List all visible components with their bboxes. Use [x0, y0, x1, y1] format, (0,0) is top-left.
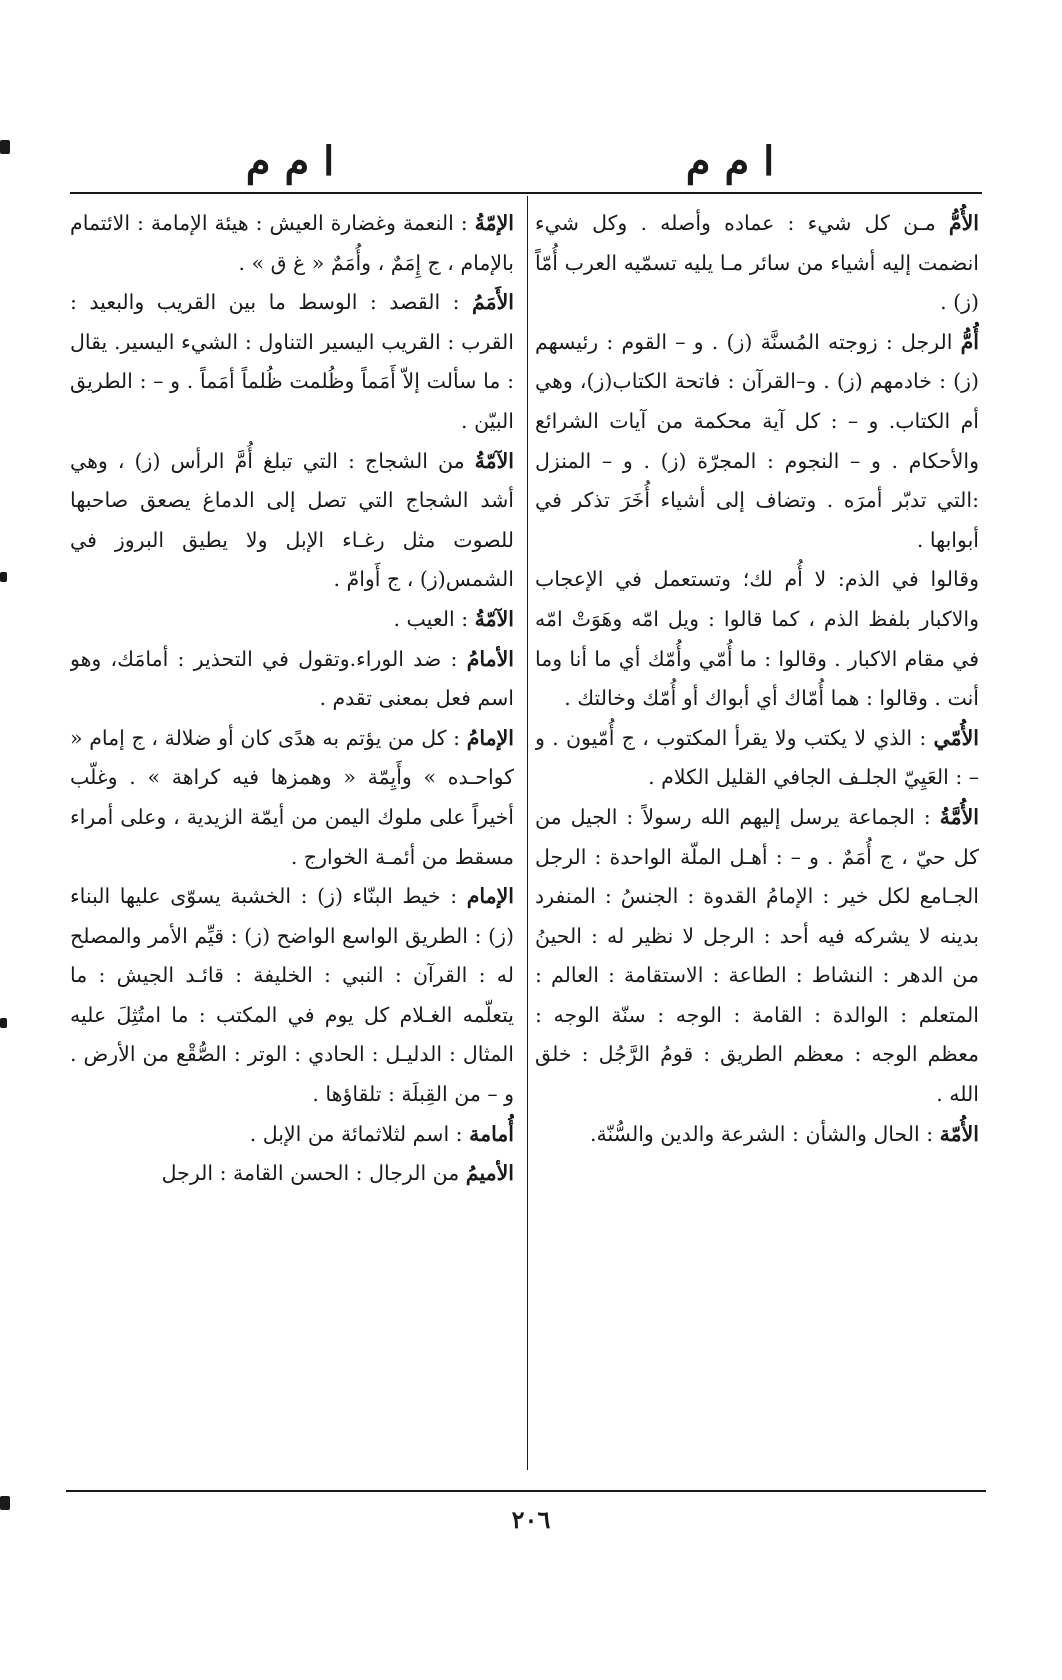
headword: الأَمَمُ	[471, 290, 514, 315]
dictionary-entry	[70, 1115, 514, 1155]
dictionary-entry	[70, 600, 514, 640]
definition: : العيب .	[393, 606, 475, 631]
dictionary-entry	[535, 204, 979, 323]
headword: الآمّةُ	[474, 448, 514, 473]
dictionary-entry	[535, 798, 979, 1115]
definition: : خيط البنّاء (ز) : الخشبة يسوّى عليها البناء (ز) : الطريق الواسع الواضح (ز) : قيِّم الأمر والمصلح له : القرآن : النبي : الخليفة : قائـد الجيش : ما يتعلّمه الغـلام كل يوم في المكتب : ما امتُثِلَ عليه المثال : الدليـل : الحادي : الوتر : الصُّقْع من الأرض . و – من القِبلَة : تلقاؤها .	[70, 884, 514, 1107]
dictionary-entry	[535, 719, 979, 798]
dictionary-entry	[535, 323, 979, 561]
dictionary-entry	[70, 283, 514, 441]
definition: : القصد : الوسط ما بين القريب والبعيد : القرب : القريب اليسير التناول : الشيء اليسير. يقال : ما سألت إلاّ أَمَماً وظُلمت ظُلماً أمَماً . و – : الطريق البيّن .	[70, 290, 514, 433]
scan-edge-mark	[0, 572, 7, 582]
dictionary-entry	[535, 560, 979, 718]
headword: الأميمُ	[465, 1161, 514, 1186]
definition: : الذي لا يكتب ولا يقرأ المكتوب ، ج أُمّيون . و – : العَيِيّ الجلـف الجافي القليل الكلام .	[535, 725, 979, 790]
dictionary-entry	[70, 204, 514, 283]
definition: : كل من يؤتم به هدًى كان أو ضلالة ، ج إمام « كواحـده » وأَيِمّة « وهمزها فيه كراهة » . وغلّب أخيراً على ملوك اليمن من أيمّة الزيدية ، وعلى أمراء مسقط من أئمـة الخوارج .	[70, 725, 514, 869]
definition: : الجماعة يرسل إليهم الله رسولاً : الجيل من كل حيّ ، ج أُمَمٌ . و – : أهـل الملّة الواحدة : الرجل الجـامع لكل خير : الإمامُ القدوة : الجنسُ : المنفرد بدينه لا يشركه فيه أحد : الرجل لا نظير له : الحينُ من الدهر : النشاط : الطاعة : الاستقامة : العالم : المتعلم : الوالدة : القامة : الوجه : سنّة الوجه : معظم الوجه : معظم الطريق : قومُ الرَّجُل : خلق الله .	[535, 804, 979, 1107]
headword: الإمامُ	[466, 725, 514, 750]
dictionary-entry	[535, 1115, 979, 1155]
header-rule	[70, 192, 982, 194]
footer-rule	[66, 1490, 986, 1492]
definition: : ضد الوراء.وتقول في التحذير : أمامَك، وهو اسم فعل بمعنى تقدم .	[70, 646, 514, 711]
headword: الأُمّي	[933, 725, 979, 750]
headword: الآمّةُ	[474, 606, 514, 631]
definition: من الشجاج : التي تبلغ أُمَّ الرأس (ز) ، وهي أشد الشجاج التي تصل إلى الدماغ يصعق صاحبها للصوت مثل رغـاء الإبل ولا يطيق البروز في الشمس(ز) ، ج أَوامّ .	[70, 448, 514, 592]
definition: الرجل : زوجته المُسنَّة (ز) . و – القوم : رئيسهم (ز) : خادمهم (ز) . و–القرآن : فاتحة الكتاب(ز)، وهي أم الكتاب. و – : كل آية محكمة من آيات الشرائع والأحكام . و – النجوم : المجرّة (ز) . و – المنزل :التي تدبّر أمرَه . وتضاف إلى أشياء أُخَرَ تذكر في أبوابها .	[535, 329, 979, 552]
dictionary-entry	[70, 442, 514, 600]
page-number: ٢٠٦	[511, 1505, 551, 1534]
right-column	[535, 204, 979, 1472]
headword: الأُمّة	[939, 1121, 979, 1146]
definition: : النعمة وغضارة العيش : هيئة الإمامة : الائتمام بالإمام ، ج إِمَمٌ ، وأُمَمٌ « غ ق » .	[70, 211, 514, 275]
headword: الأُمُّ	[948, 211, 979, 235]
headword: الإمام	[466, 884, 514, 909]
scan-edge-mark	[0, 1018, 7, 1028]
running-head-left: ا م م	[245, 138, 335, 185]
headword: أُمامة	[469, 1121, 514, 1146]
definition: : الحال والشأن : الشرعة والدين والسُّنّة.	[589, 1121, 940, 1146]
definition: مـن كل شيء : عماده وأصله . وكل شيء انضمت إليه أشياء من سائر مـا يليه تسمّيه العرب أُمّاً (ز) .	[535, 211, 979, 315]
dictionary-entry	[70, 719, 514, 877]
dictionary-entry	[70, 877, 514, 1115]
headword: الأمامُ	[466, 646, 514, 671]
headword: الإمّةُ	[474, 211, 514, 235]
left-column	[70, 204, 514, 1472]
dictionary-entry	[70, 640, 514, 719]
dictionary-entry	[70, 1154, 514, 1194]
column-divider	[527, 196, 528, 1470]
headword: الأُمَّةُ	[939, 804, 979, 829]
running-head-right: ا م م	[685, 138, 775, 185]
definition: من الرجال : الحسن القامة : الرجل	[161, 1161, 466, 1186]
definition: : اسم لثلاثمائة من الإبل .	[249, 1121, 470, 1146]
definition: وقالوا في الذم: لا أُم لك؛ وتستعمل في الإعجاب والاكبار بلفظ الذم ، كما قالوا : ويل امّه وهَوَتْ امّه في مقام الاكبار . وقالوا : ما أُمّي وأُمّك أي ما أنا وما أنت . وقالوا : هما أُمّاك أي أبواك أو أُمّك وخالتك .	[535, 567, 979, 711]
headword: أُمُّ	[960, 329, 979, 354]
scan-edge-mark	[0, 140, 10, 154]
scan-edge-mark	[0, 1496, 10, 1510]
